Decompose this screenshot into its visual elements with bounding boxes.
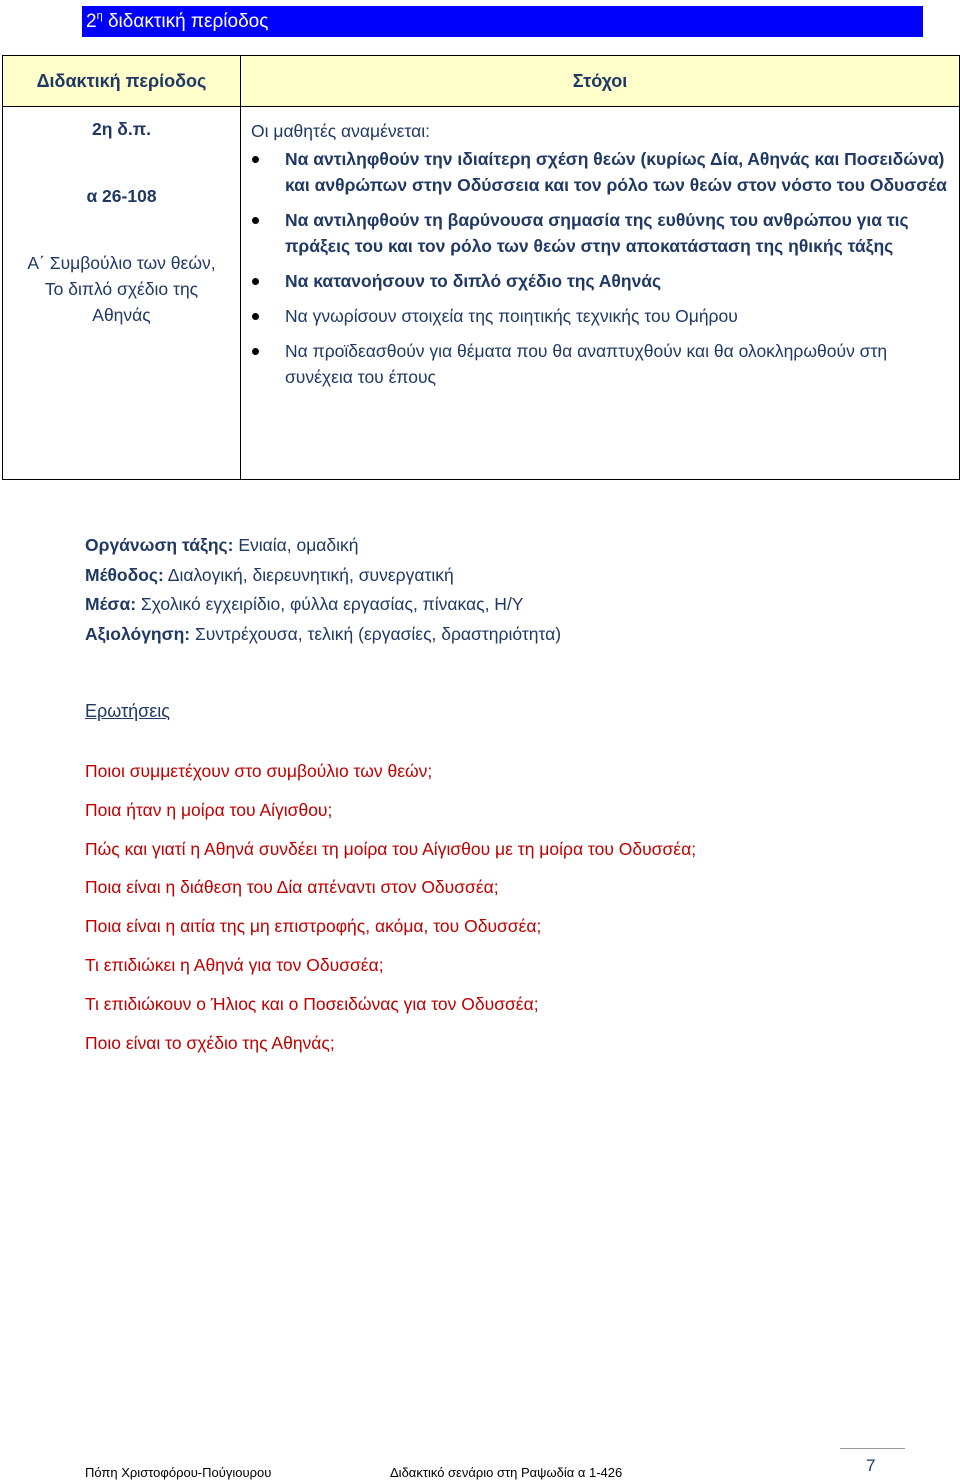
evaluation-row xyxy=(85,620,561,650)
org-row xyxy=(85,531,561,561)
question-item: Ποια είναι η αιτία της μη επιστροφής, ακόμα, του Οδυσσέα; xyxy=(85,916,542,937)
goal-item: Να αντιληφθούν τη βαρύνουσα σημασία της ευθύνης του ανθρώπου για τις πράξεις του και τον ρόλο των θεών στην αποκατάσταση της ηθικής τάξης xyxy=(251,207,959,259)
means-label: Μέσα: xyxy=(85,594,137,614)
org-label: Οργάνωση τάξης: xyxy=(85,535,234,555)
evaluation-value: Συντρέχουσα, τελική (εργασίες, δραστηριότητα) xyxy=(190,623,562,644)
method-row xyxy=(85,561,561,591)
period-description-line: Αθηνάς xyxy=(92,305,151,325)
question-item: Ποια είναι η διάθεση του Δία απέναντι στον Οδυσσέα; xyxy=(85,877,499,898)
section-title xyxy=(82,6,923,37)
verse-range: α 26-108 xyxy=(86,186,157,206)
column-header-period: Διδακτική περίοδος xyxy=(3,56,241,107)
section-title-superscript: η xyxy=(96,10,103,22)
method-value: Διαλογική, διερευνητική, συνεργατική xyxy=(163,564,454,585)
question-item: Τι επιδιώκουν ο Ήλιος και ο Ποσειδώνας για τον Οδυσσέα; xyxy=(85,993,539,1014)
means-row xyxy=(85,590,561,620)
footer-divider xyxy=(840,1448,905,1449)
questions-title: Ερωτήσεις xyxy=(85,701,170,721)
period-code: 2η δ.π. xyxy=(91,119,152,139)
goal-item: Να αντιληφθούν την ιδιαίτερη σχέση θεών (κυρίως Δία, Αθηνάς και Ποσειδώνα) και ανθρώπων στην Οδύσσεια και τον ρόλο των θεών στον νόστο του Οδυσσέα xyxy=(251,146,959,198)
evaluation-label: Αξιολόγηση: xyxy=(85,623,191,644)
means-value: Σχολικό εγχειρίδιο, φύλλα εργασίας, πίνακας, Η/Υ xyxy=(136,594,524,614)
question-item: Πώς και γιατί η Αθηνά συνδέει τη μοίρα του Αίγισθου με τη μοίρα του Οδυσσέα; xyxy=(85,838,697,859)
section-title-text: διδακτική περίοδος xyxy=(102,11,269,32)
goal-item: Να γνωρίσουν στοιχεία της ποιητικής τεχνικής του Ομήρου xyxy=(251,303,959,329)
org-value: Ενιαία, ομαδική xyxy=(233,535,359,555)
footer-author: Πόπη Χριστοφόρου-Πούγιουρου xyxy=(85,1465,272,1480)
goals-list xyxy=(251,146,959,390)
footer-document-title: Διδακτικό σενάριο στη Ραψωδία α 1-426 xyxy=(390,1465,623,1480)
column-header-goals: Στόχοι xyxy=(241,56,960,107)
period-cell xyxy=(3,107,241,480)
goal-item: Να προϊδεασθούν για θέματα που θα αναπτυχθούν και θα ολοκληρωθούν στη συνέχεια του έπους xyxy=(251,338,959,390)
question-item: Ποιο είναι το σχέδιο της Αθηνάς; xyxy=(85,1032,335,1053)
period-description xyxy=(3,250,240,328)
period-description-line: Α΄ Συμβούλιο των θεών, xyxy=(27,253,216,273)
lesson-plan-table xyxy=(2,55,960,480)
question-item: Ποια ήταν η μοίρα του Αίγισθου; xyxy=(85,799,333,820)
section-title-number: 2 xyxy=(86,11,97,32)
question-item: Τι επιδιώκει η Αθηνά για τον Οδυσσέα; xyxy=(85,954,384,975)
method-label: Μέθοδος: xyxy=(85,564,164,585)
goals-intro: Οι μαθητές αναμένεται: xyxy=(251,121,430,141)
questions-list xyxy=(85,759,696,1069)
class-organization xyxy=(85,531,561,649)
page-number: 7 xyxy=(866,1456,876,1475)
period-description-line: Το διπλό σχέδιο της xyxy=(44,279,199,299)
goals-cell xyxy=(241,107,960,480)
question-item: Ποιοι συμμετέχουν στο συμβούλιο των θεών; xyxy=(85,761,433,781)
goal-item: Να κατανοήσουν το διπλό σχέδιο της Αθηνάς xyxy=(251,268,959,294)
